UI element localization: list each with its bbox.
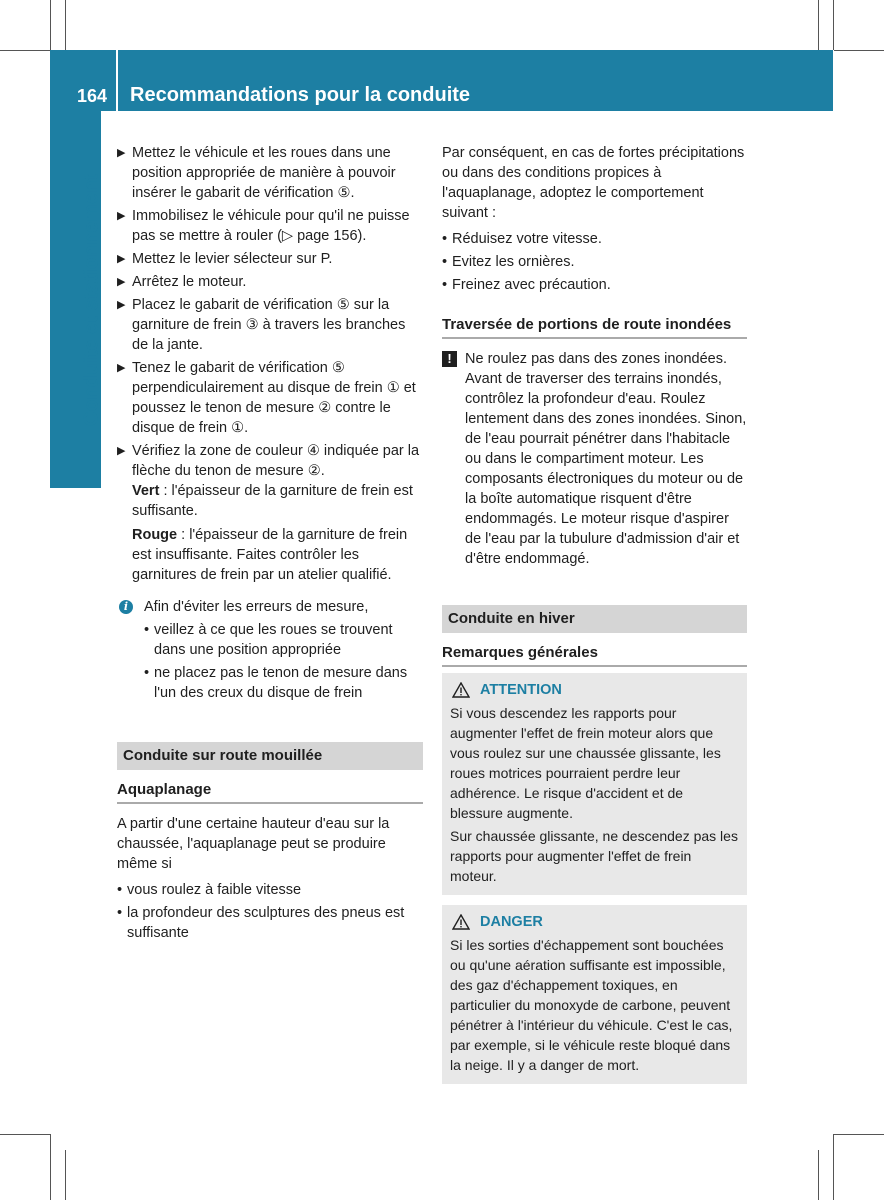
info-icon: i [119,600,133,614]
list-item-text: Réduisez votre vitesse. [452,231,602,247]
list-item [117,903,423,943]
rouge-label: Rouge [132,527,178,543]
crop-mark [65,0,66,50]
arrow-icon: ▶ [117,147,126,159]
list-item-text: veillez à ce que les roues se trouvent dans une position appropriée [154,622,393,658]
step-item [117,441,423,585]
crop-mark [833,1134,834,1200]
arrow-icon: ▶ [117,362,126,374]
list-item [144,663,423,703]
bullet-icon: • [442,254,448,270]
vert-label: Vert [132,483,160,499]
vert-result [132,481,423,521]
flood-warning-text: Ne roulez pas dans des zones inondées. Avant de traverser des terrains inondés, contrôlez la profondeur d'eau. Roulez lentement dans des zones inondées. Sinon, de l'eau pourrait pénétrer dans l'habitacle ou dans le compartiment moteur. Les composants électroniques du moteur ou de la boîte automatique risquent d'être endommagés. Le moteur risque d'aspirer de l'eau par la tubulure d'admission d'air et d'être endommagé. [465,351,747,567]
list-item-text: ne placez pas le tenon de mesure dans l'un des creux du disque de frein [154,665,408,701]
step-text: Tenez le gabarit de vérification ⑤ perpendiculairement au disque de frein ① et poussez le tenon de mesure ② contre le disque de frein ①. [132,360,416,436]
list-item [442,229,747,249]
attention-box [442,673,747,895]
subheading: Traversée de portions de route inondées [442,315,747,339]
right-column [442,143,747,1084]
crop-mark [0,50,50,51]
info-note-body [144,597,423,706]
subheading: Aquaplanage [117,780,423,804]
list-item-text: la profondeur des sculptures des pneus est suffisante [127,905,405,941]
attention-text: Si vous descendez les rapports pour augmenter l'effet de frein moteur alors que vous roulez sur une chaussée glissante, les roues motrices pourraient perdre leur adhérence. Le risque d'accident et de blessure augmente. [450,705,721,821]
step-item [117,358,423,438]
arrow-icon: ▶ [117,253,126,265]
danger-box [442,905,747,1084]
section-heading: Conduite en hiver [442,605,747,633]
bullet-icon: • [117,882,123,898]
list-item-text: Freinez avec précaution. [452,277,611,293]
crop-mark [834,50,884,51]
attention-title: ATTENTION [480,682,562,698]
page-number: 164 [77,86,108,106]
subheading: Remarques générales [442,643,747,667]
list-item [117,880,423,900]
chapter-label: Conduite et stationnement [80,173,103,427]
step-text: Mettez le levier sélecteur sur P. [132,251,333,267]
crop-mark [50,0,51,50]
crop-mark [818,0,819,50]
info-note [117,597,423,706]
list-item [442,275,747,295]
danger-text: Si les sorties d'échappement sont bouchées ou qu'une aération suffisante est impossible, des gaz d'échappement toxiques, en particulier du monoxyde de carbone, peuvent pénétrer à l'intérieur du véhicule. C'est le cas, par exemple, si le véhicule reste bloqué dans la neige. Il y a danger de mort. [450,937,733,1073]
crop-mark [818,1150,819,1200]
step-text: Arrêtez le moteur. [132,274,247,290]
body-text: Par conséquent, en cas de fortes précipitations ou dans des conditions propices à l'aquaplanage, adoptez le comportement suivant : [442,145,745,221]
arrow-icon: ▶ [117,210,126,222]
bullet-icon: • [442,231,448,247]
bullet-icon: • [117,905,123,921]
list-item [144,620,423,660]
list-item-text: Evitez les ornières. [452,254,575,270]
crop-mark [833,0,834,50]
danger-header [450,912,739,932]
attention-header [450,680,739,700]
step-item [117,295,423,355]
rouge-result [132,525,423,585]
info-note-intro: Afin d'éviter les erreurs de mesure, [144,599,369,615]
section-heading: Conduite sur route mouillée [117,742,423,770]
step-item [117,249,423,269]
page-title: Recommandations pour la conduite [130,84,471,106]
step-item [117,272,423,292]
list-item [442,252,747,272]
left-column [117,143,423,946]
header-divider [116,50,118,111]
bullet-icon: • [144,665,150,681]
crop-mark [65,1150,66,1200]
step-item [117,143,423,203]
warning-icon: ! [442,351,457,367]
crop-mark [834,1134,884,1135]
step-text: Placez le gabarit de vérification ⑤ sur la garniture de frein ③ à travers les branches de la jante. [132,297,406,353]
flood-warning [442,349,747,569]
arrow-icon: ▶ [117,299,126,311]
step-text: Immobilisez le véhicule pour qu'il ne puisse pas se mettre à rouler (▷ page 156). [132,208,410,244]
step-item [117,206,423,246]
crop-mark [50,1134,51,1200]
step-text: Mettez le véhicule et les roues dans une position appropriée de manière à pouvoir insérer le gabarit de vérification ⑤. [132,145,396,201]
crop-mark [0,1134,50,1135]
vert-text: : l'épaisseur de la garniture de frein est suffisante. [132,483,413,519]
step-text: Vérifiez la zone de couleur ④ indiquée par la flèche du tenon de mesure ②. [132,443,420,479]
arrow-icon: ▶ [117,445,126,457]
bullet-icon: • [144,622,150,638]
danger-title: DANGER [480,914,543,930]
attention-text: Sur chaussée glissante, ne descendez pas les rapports pour augmenter l'effet de frein moteur. [450,828,738,884]
step-body [132,441,423,585]
warning-triangle-icon [452,914,470,930]
body-text: A partir d'une certaine hauteur d'eau sur la chaussée, l'aquaplanage peut se produire même si [117,816,390,872]
warning-triangle-icon [452,682,470,698]
list-item-text: vous roulez à faible vitesse [127,882,302,898]
bullet-icon: • [442,277,448,293]
arrow-icon: ▶ [117,276,126,288]
rouge-text: : l'épaisseur de la garniture de frein est insuffisante. Faites contrôler les garnitures de frein par un atelier qualifié. [132,527,408,583]
